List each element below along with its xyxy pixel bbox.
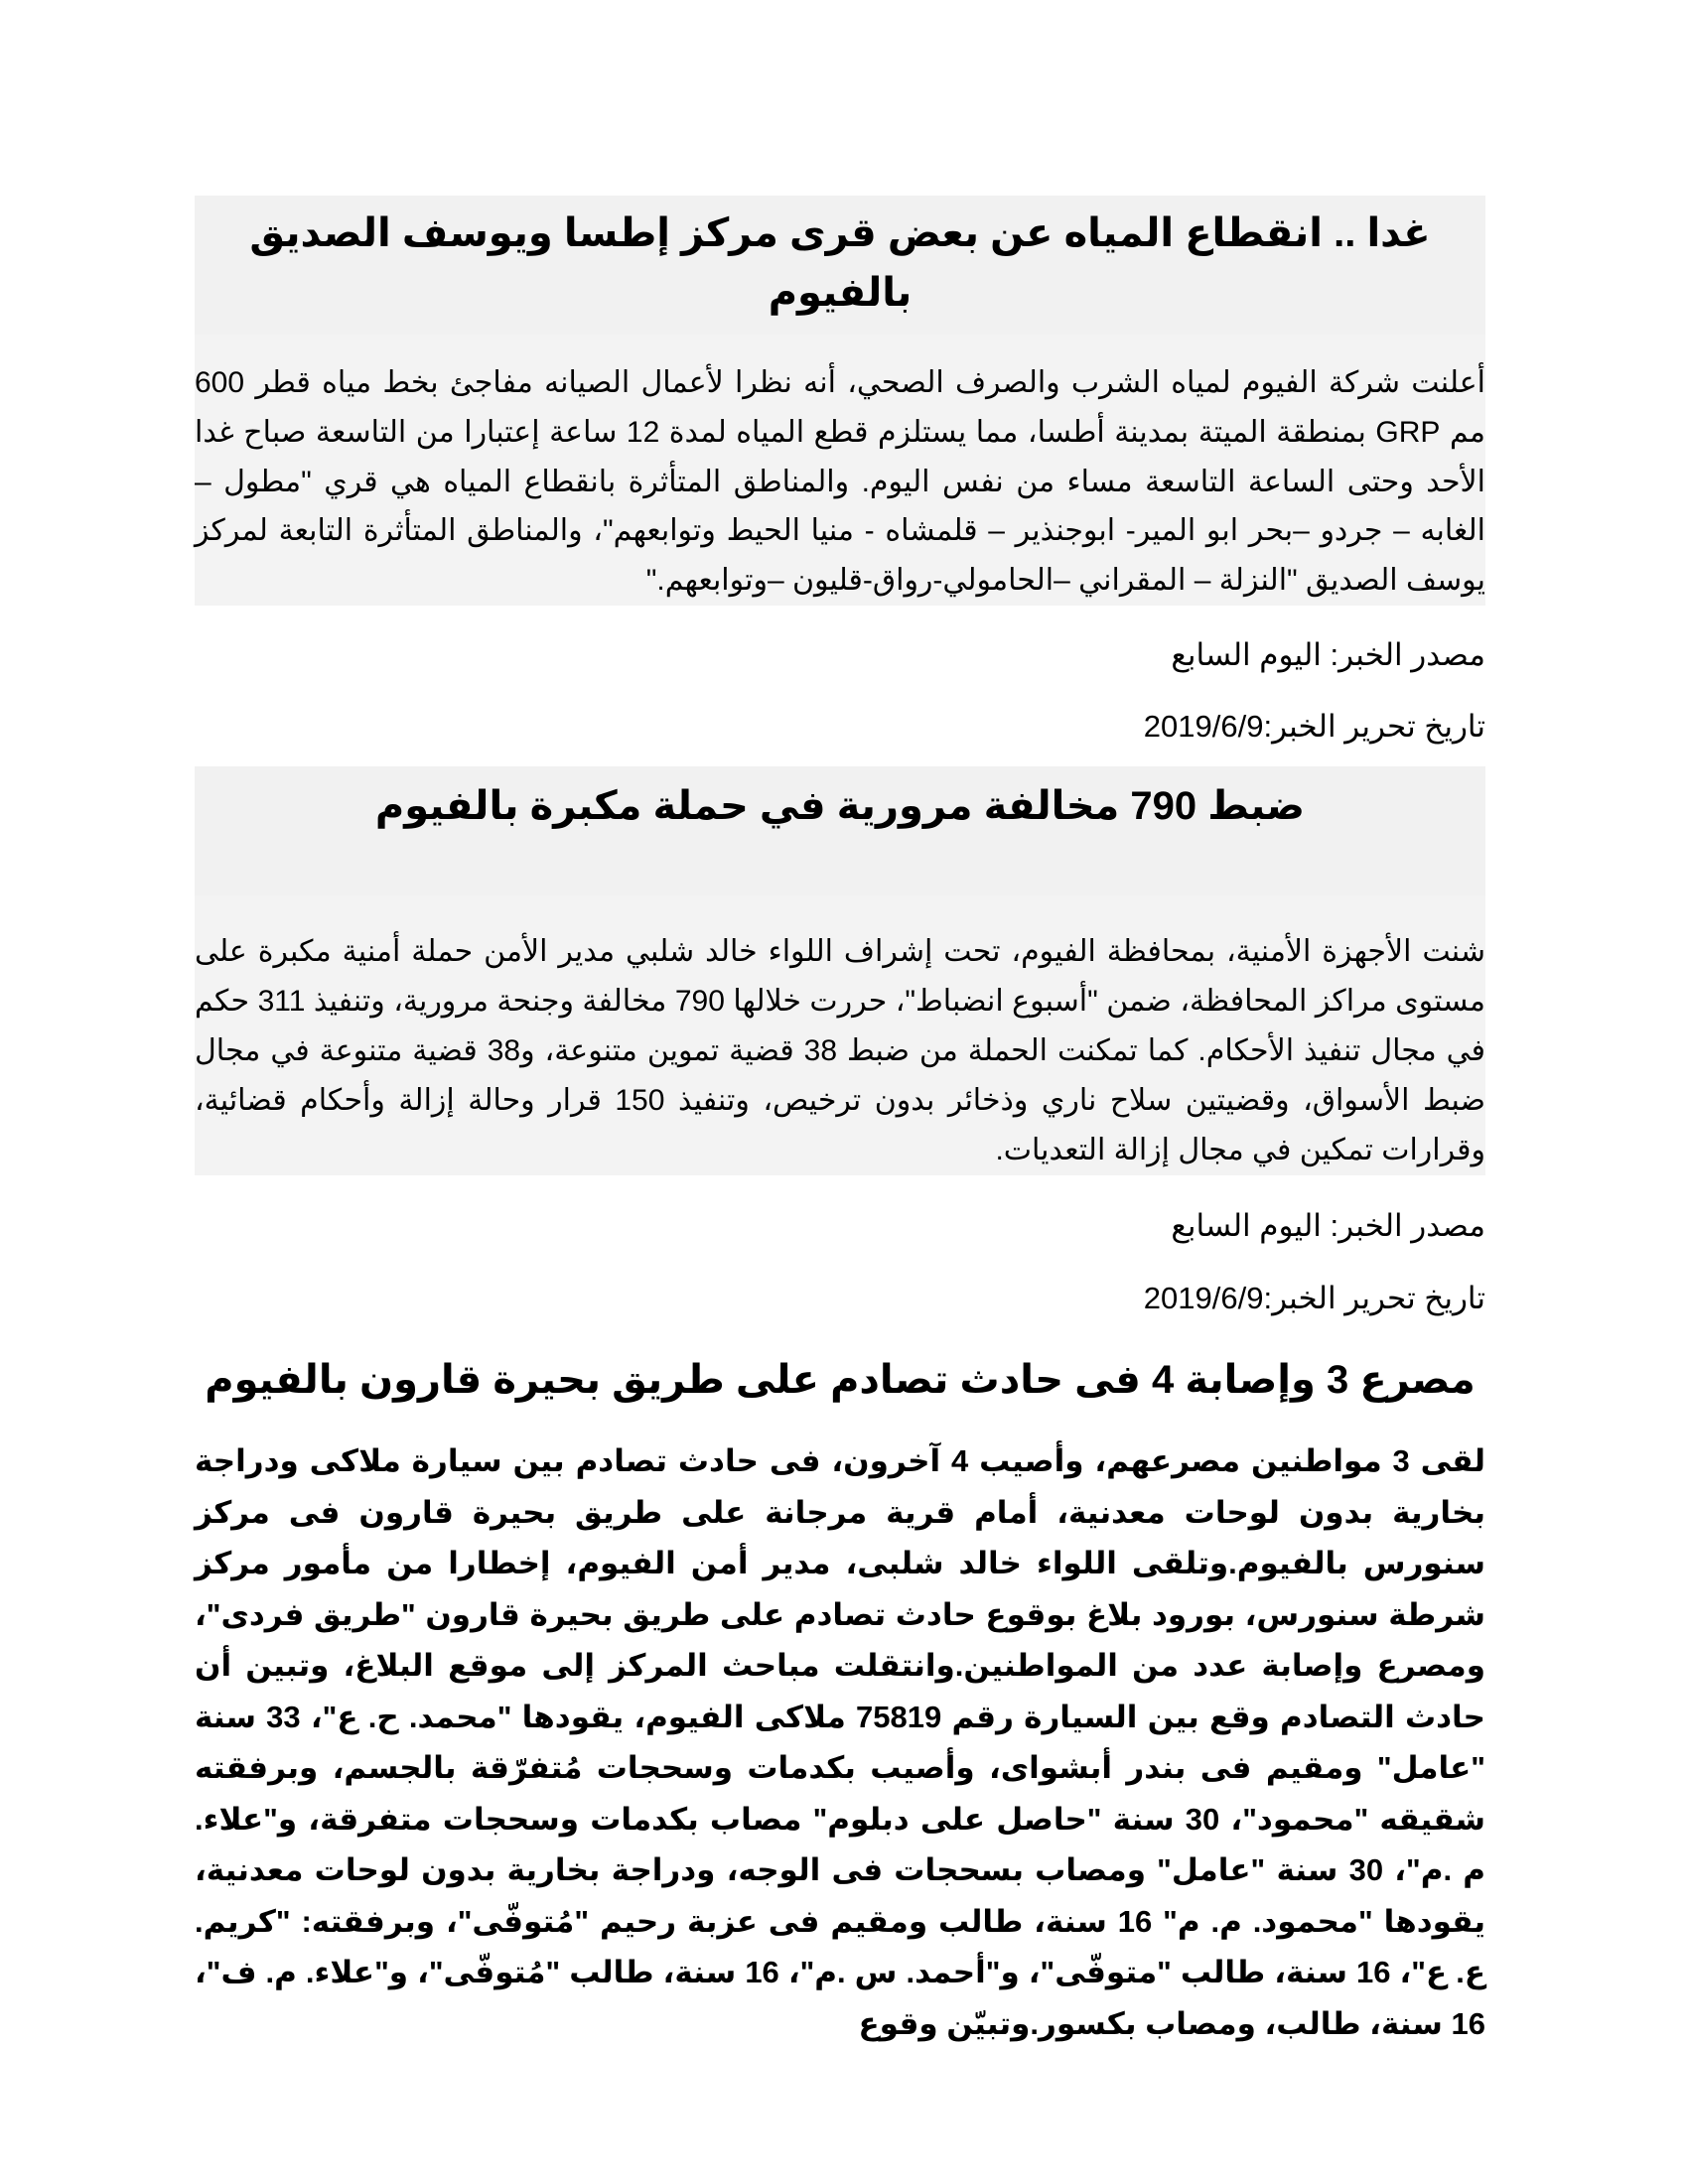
article-title-box: [195, 196, 1485, 335]
article-body: أعلنت شركة الفيوم لمياه الشرب والصرف الصحي، أنه نظرا لأعمال الصيانه مفاجئ بخط مياه قطر 600 مم GRP بمنطقة الميتة بمدينة أطسا، مما يستلزم قطع المياه لمدة 12 ساعة إعتبارا من التاسعة صباح غدا الأحد وحتى الساعة التاسعة مساء من نفس اليوم. والمناطق المتأثرة بانقطاع المياه هي قري "مطول –الغابه – جردو –بحر ابو المير- ابوجنذير – قلمشاه - منيا الحيط وتوابعهم"، والمناطق المتأثرة التابعة لمركز يوسف الصديق "النزلة – المقراني –الحامولي-رواق-قليون –وتوابعهم.": [195, 335, 1485, 606]
news-source: مصدر الخبر: اليوم السابع: [1171, 1208, 1485, 1243]
article-body: لقى 3 مواطنين مصرعهم، وأصيب 4 آخرون، فى حادث تصادم بين سيارة ملاكى ودراجة بخارية بدون لوحات معدنية، أمام قرية مرجانة على طريق بحيرة قارون فى مركز سنورس بالفيوم.وتلقى اللواء خالد شلبى، مدير أمن الفيوم، إخطارا من مأمور مركز شرطة سنورس، بورود بلاغ بوقوع حادث تصادم على طريق بحيرة قارون "طريق فردى"، ومصرع وإصابة عدد من المواطنين.وانتقلت مباحث المركز إلى موقع البلاغ، وتبين أن حادث التصادم وقع بين السيارة رقم 75819 ملاكى الفيوم، يقودها "محمد. ح. ع"، 33 سنة "عامل" ومقيم فى بندر أبشواى، وأصيب بكدمات وسحجات مُتفرّقة بالجسم، وبرفقته شقيقه "محمود"، 30 سنة "حاصل على دبلوم" مصاب بكدمات وسحجات متفرقة، و"علاء. م .م"، 30 سنة "عامل" ومصاب بسحجات فى الوجه، ودراجة بخارية بدون لوحات معدنية، يقودها "محمود. م. م" 16 سنة، طالب ومقيم فى عزبة رحيم "مُتوفّى"، وبرفقته: "كريم. ع. ع"، 16 سنة، طالب "متوفّى"، و"أحمد. س .م"، 16 سنة، طالب "مُتوفّى"، و"علاء. م. ف"، 16 سنة، طالب، ومصاب بكسور.وتبيّن وقوع: [195, 1443, 1485, 2041]
article-title: ضبط 790 مخالفة مرورية في حملة مكبرة بالفيوم: [374, 784, 1306, 828]
article-qarun-accident: [195, 1350, 1485, 2049]
news-source: مصدر الخبر: اليوم السابع: [1171, 636, 1485, 672]
article-title: غدا .. انقطاع المياه عن بعض قرى مركز إطسا ويوسف الصديق بالفيوم: [249, 211, 1431, 315]
edit-date: تاريخ تحرير الخبر:2019/6/9: [1143, 1281, 1485, 1315]
article-traffic-violations: [195, 766, 1485, 1318]
article-water-outage: [195, 196, 1485, 747]
edit-date: تاريخ تحرير الخبر:2019/6/9: [1143, 708, 1485, 744]
article-body: شنت الأجهزة الأمنية، بمحافظة الفيوم، تحت إشراف اللواء خالد شلبي مدير الأمن حملة أمنية مكبرة على مستوى مراكز المحافظة، ضمن "أسبوع انضباط"، حررت خلالها 790 مخالفة وجنحة مرورية، وتنفيذ 311 حكم في مجال تنفيذ الأحكام. كما تمكنت الحملة من ضبط 38 قضية تموين متنوعة، و38 قضية متنوعة في مجال ضبط الأسواق، وقضيتين سلاح ناري وذخائر بدون ترخيص، وتنفيذ 150 قرار وحالة إزالة وأحكام قضائية، وقرارات تمكين في مجال إزالة التعديات.: [195, 895, 1485, 1175]
article-title-box: [195, 766, 1485, 895]
article-title: مصرع 3 وإصابة 4 فى حادث تصادم على طريق بحيرة قارون بالفيوم: [205, 1358, 1476, 1402]
